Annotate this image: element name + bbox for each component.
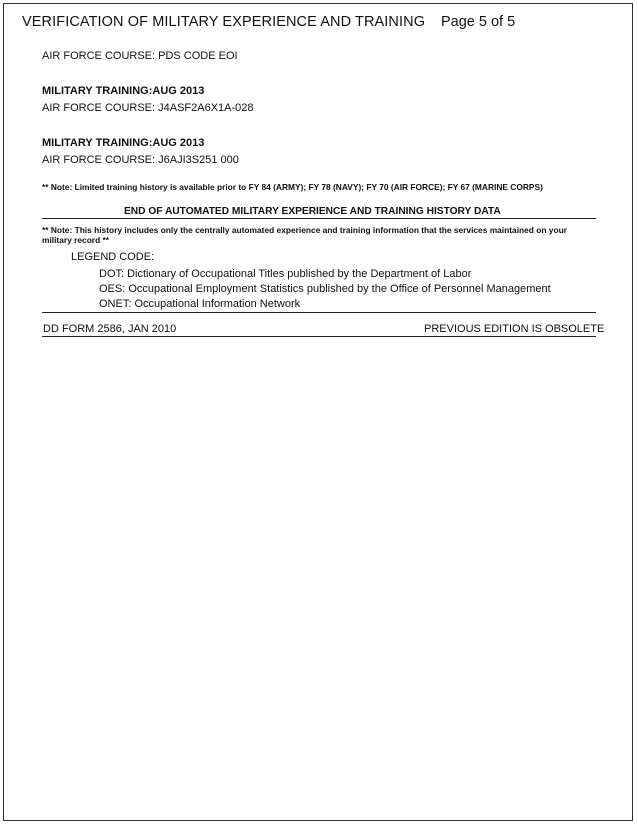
training-date-3: MILITARY TRAINING:AUG 2013: [42, 137, 205, 149]
limited-history-note: ** Note: Limited training history is available prior to FY 84 (ARMY); FY 78 (NAVY); FY 70 (AIR FORCE); FY 67 (MARINE CORPS): [42, 182, 543, 192]
training-date-2: MILITARY TRAINING:AUG 2013: [42, 85, 205, 97]
course-entry-3: AIR FORCE COURSE: J6AJI3S251 000: [42, 154, 239, 166]
history-scope-note: ** Note: This history includes only the centrally automated experience and training information that the services maintained on your military record **: [42, 225, 567, 245]
legend-divider: [42, 312, 596, 313]
course-entry-2: AIR FORCE COURSE: J4ASF2A6X1A-028: [42, 102, 254, 114]
legend-item-dot: DOT: Dictionary of Occupational Titles published by the Department of Labor: [99, 268, 472, 280]
course-entry-1: AIR FORCE COURSE: PDS CODE EOI: [42, 50, 238, 62]
end-of-data-heading: [42, 206, 596, 219]
legend-title: LEGEND CODE:: [71, 251, 155, 263]
form-number: DD FORM 2586, JAN 2010: [43, 323, 177, 335]
page-border: [3, 3, 633, 821]
legend-item-onet: ONET: Occupational Information Network: [99, 298, 301, 310]
legend-item-oes: OES: Occupational Employment Statistics published by the Office of Personnel Management: [99, 283, 551, 295]
edition-notice: PREVIOUS EDITION IS OBSOLETE: [424, 323, 605, 335]
page-number: Page 5 of 5: [441, 14, 516, 30]
footer-underline: [42, 336, 596, 337]
end-of-data-text: END OF AUTOMATED MILITARY EXPERIENCE AND TRAINING HISTORY DATA: [124, 206, 501, 217]
document-title: VERIFICATION OF MILITARY EXPERIENCE AND TRAINING: [22, 14, 426, 30]
